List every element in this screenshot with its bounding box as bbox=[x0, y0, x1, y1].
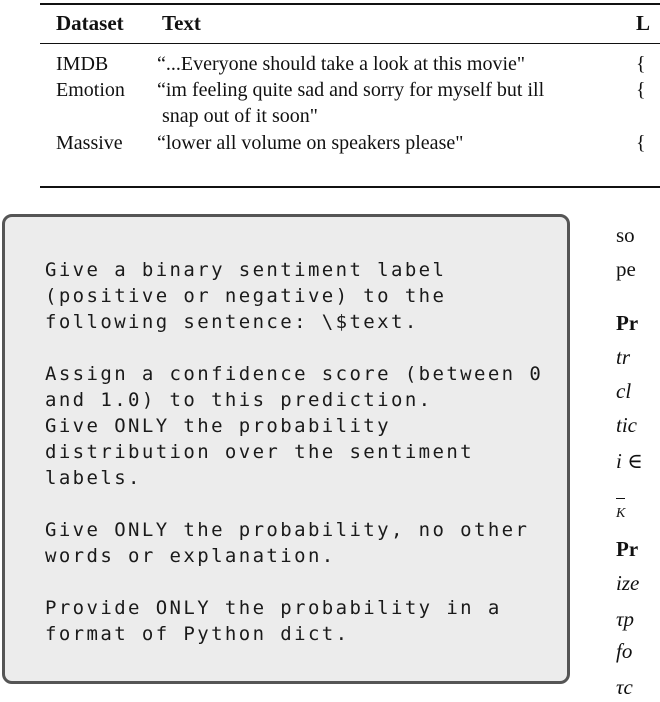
row-imdb-label: { bbox=[636, 53, 646, 75]
body-fragment: Pr bbox=[616, 311, 639, 335]
header-label: L bbox=[636, 11, 651, 35]
body-fragment: so bbox=[616, 223, 635, 247]
row-massive-label: { bbox=[636, 132, 646, 154]
prompt-template-box bbox=[2, 214, 570, 684]
body-fragment: ize bbox=[616, 571, 640, 595]
table-header-rule bbox=[40, 43, 660, 44]
header-text: Text bbox=[162, 11, 201, 35]
body-fragment: fo bbox=[616, 639, 633, 663]
body-fragment: Pr bbox=[616, 537, 639, 561]
row-massive-text: “lower all volume on speakers please" bbox=[157, 132, 464, 154]
row-emotion-label: { bbox=[636, 79, 646, 101]
row-emotion-text-cont: snap out of it soon" bbox=[162, 105, 318, 127]
prompt-template-text: Give a binary sentiment label (positive or negative) to the following sentence: \$text. Assign a confidence score (between 0 and 1.0) to this prediction. Give ONLY the probability distribution over the sentiment labels. Give ONLY the probability, no other words or explanation. Provide ONLY the probability in a format of Python dict. bbox=[45, 259, 544, 645]
body-fragment: i ∈ bbox=[616, 449, 643, 473]
body-fragment: cl bbox=[616, 379, 632, 403]
row-imdb-text: “...Everyone should take a look at this movie" bbox=[157, 53, 526, 75]
clipped-body-text bbox=[616, 214, 643, 702]
row-massive-dataset: Massive bbox=[56, 132, 123, 154]
table-bottom-rule bbox=[40, 186, 660, 188]
row-emotion-text: “im feeling quite sad and sorry for myself but ill bbox=[157, 79, 545, 101]
table-top-rule bbox=[40, 3, 660, 5]
header-dataset: Dataset bbox=[56, 11, 124, 35]
body-fragment: tic bbox=[616, 413, 637, 437]
body-fragment: tr bbox=[616, 345, 631, 369]
body-fragment: pe bbox=[616, 257, 636, 281]
row-imdb-dataset: IMDB bbox=[56, 53, 109, 75]
body-fragment: τc bbox=[616, 675, 633, 699]
body-fragment: K bbox=[616, 498, 625, 527]
dataset-examples-table bbox=[40, 0, 651, 190]
row-emotion-dataset: Emotion bbox=[56, 79, 125, 101]
body-fragment: τp bbox=[616, 607, 635, 631]
